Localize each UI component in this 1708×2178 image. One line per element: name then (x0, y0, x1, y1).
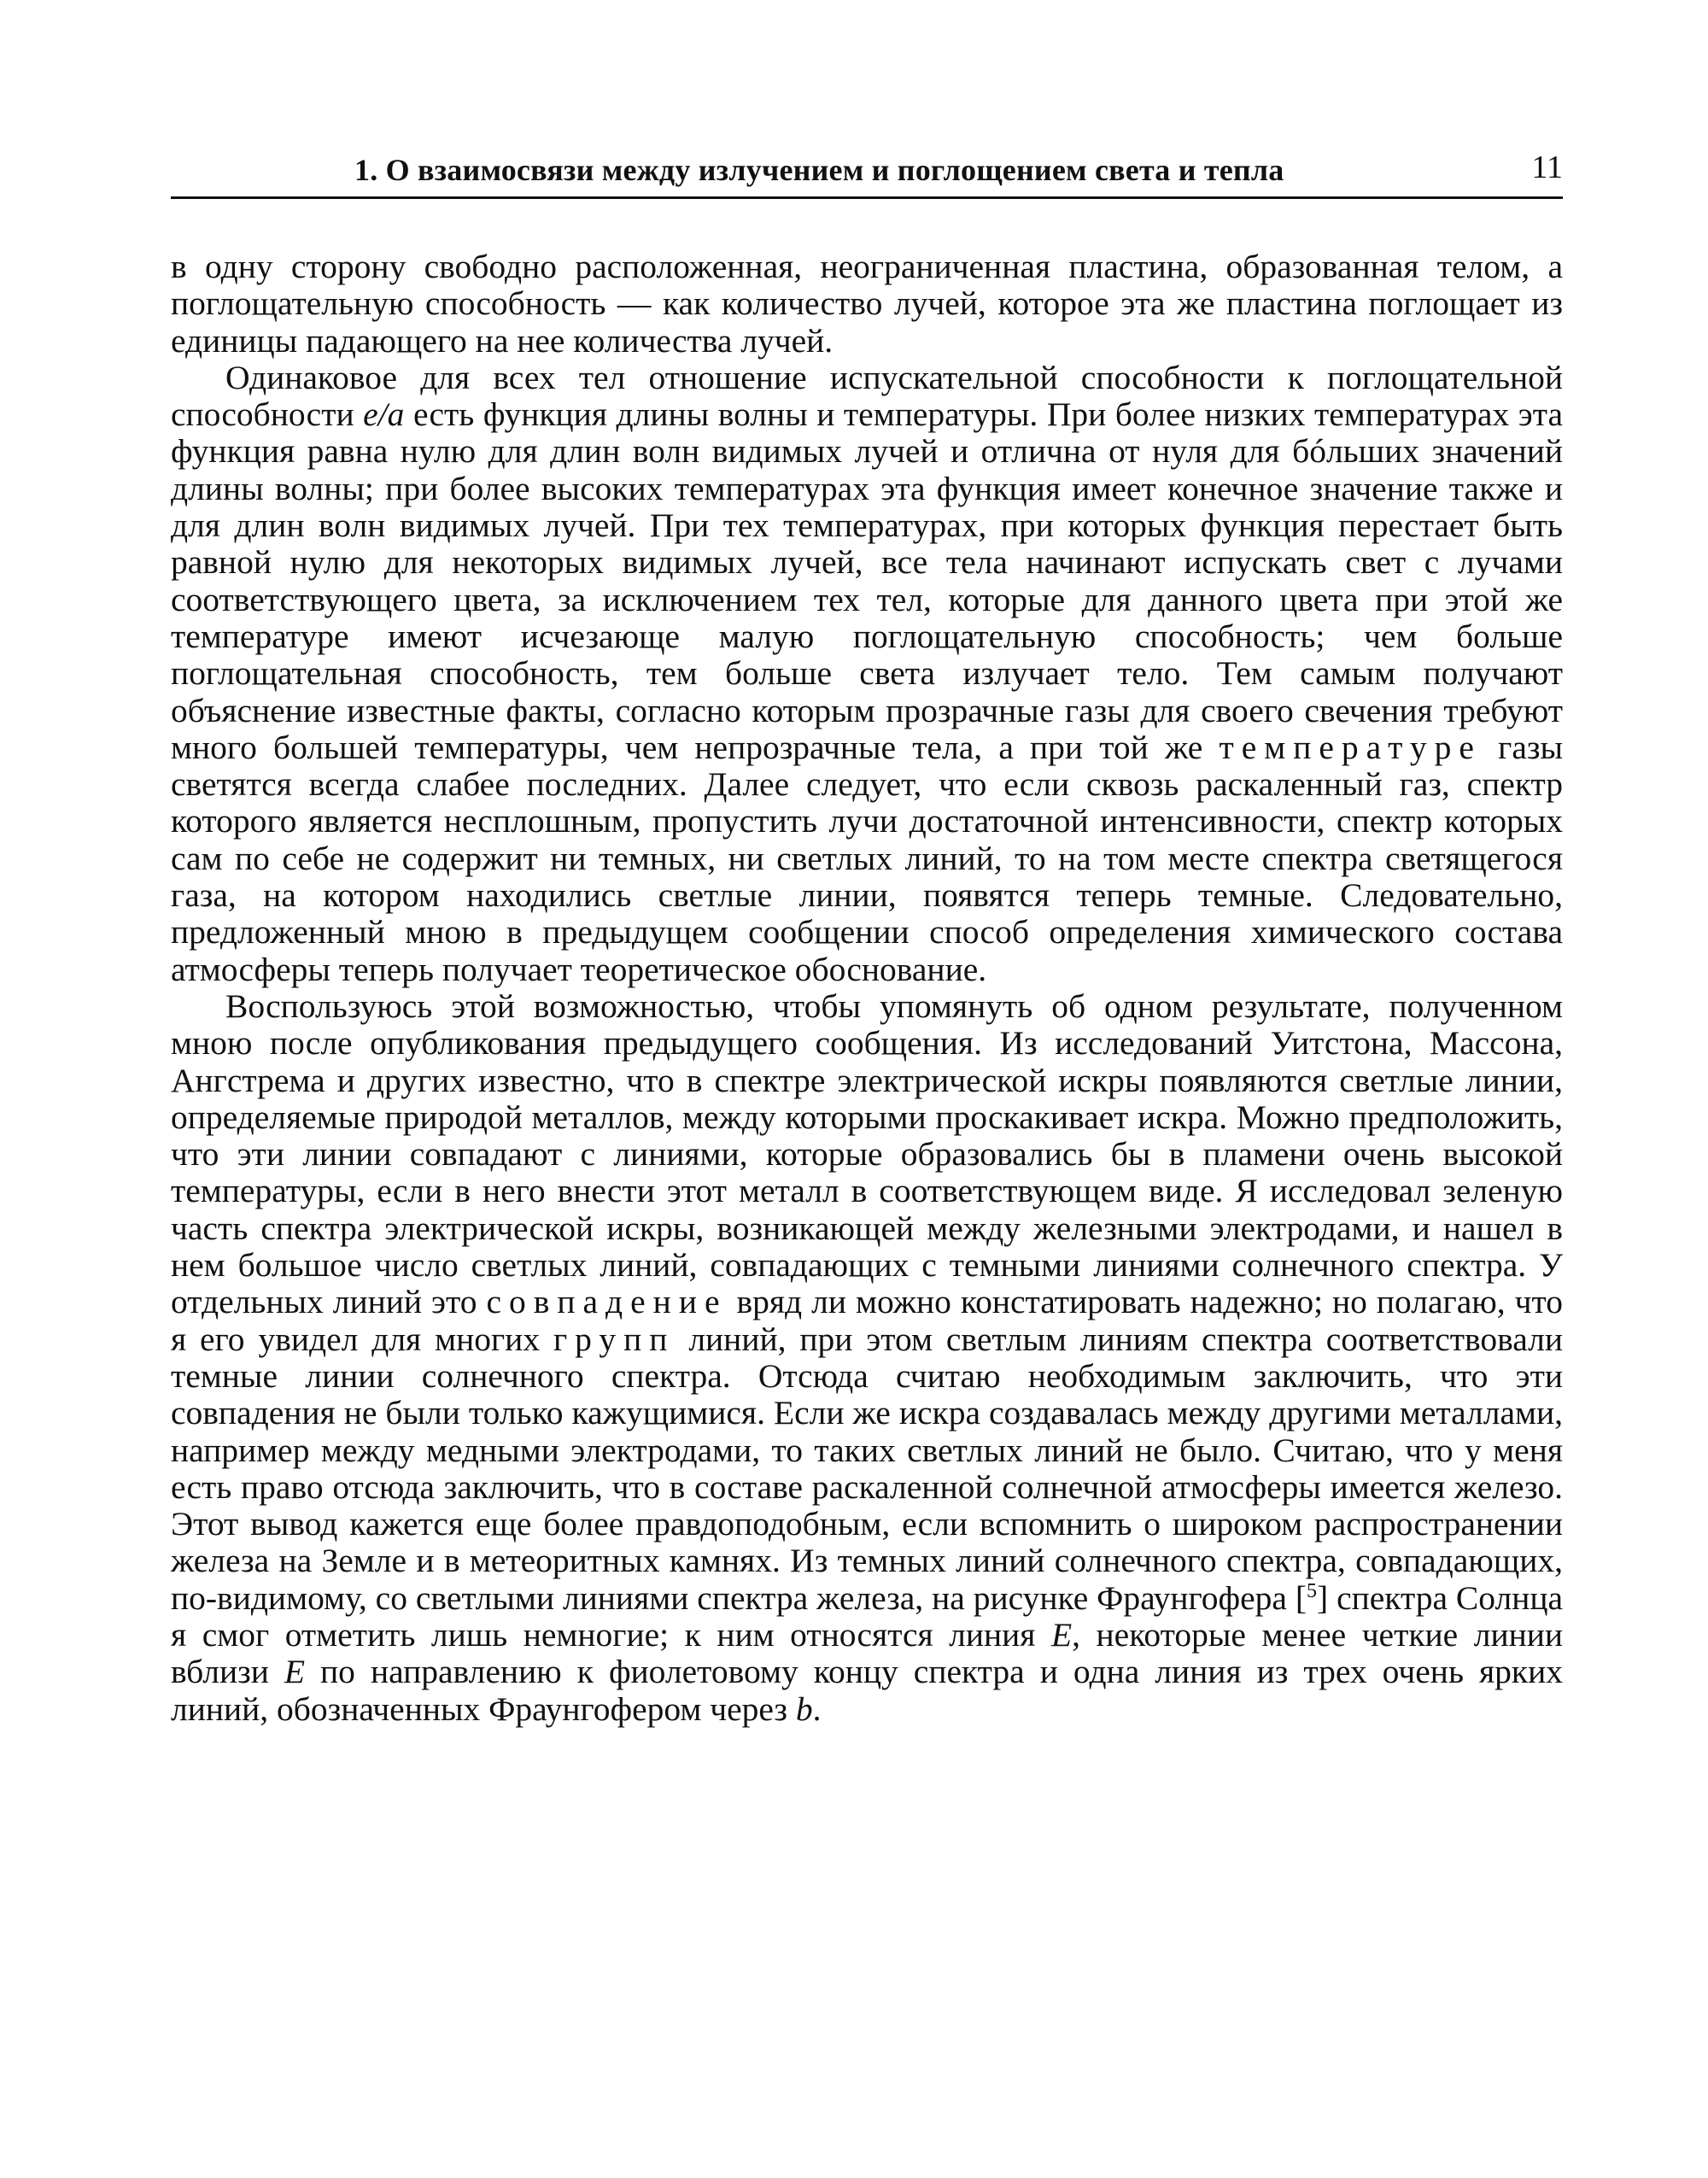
spaced-emphasis: групп (553, 1320, 676, 1358)
paragraph-2 (171, 360, 1563, 988)
paragraph-3 (171, 988, 1563, 1728)
text-run: ] спектра Солнца я смог отметить лишь немногие; к ним относятся линия (171, 1578, 1564, 1654)
line-label: E (1050, 1615, 1073, 1654)
spaced-emphasis: совпадение (486, 1283, 728, 1321)
line-label: E (284, 1653, 306, 1691)
line-label: b (795, 1689, 813, 1728)
spaced-emphasis: температуре (1219, 728, 1482, 766)
paragraph-1 (171, 249, 1563, 360)
text-run: , некоторые менее четкие линии вблизи (171, 1615, 1563, 1691)
header-title: 1. О взаимосвязи между излучением и поглощением света и тепла (354, 153, 1284, 187)
text-run: линий, при этом светлым линиям спектра соответствовали темные линии солнечного спектра. Отсюда считаю необходимым заключить, что эти совпадения не были только кажущимися. Если же искра создавалась между другими металлами, например между медными электродами, то таких светлых линий не было. Считаю, что у меня есть право отсюда заключить, что в составе раскаленной солнечной атмосферы имеется железо. Этот вывод кажется еще более правдоподобным, если вспомнить о широком распространении железа на Земле и в метеоритных камнях. Из темных линий солнечного спектра, совпадающих, по-видимому, со светлыми линиями спектра железа, на рисунке Фраунгофера [ (171, 1320, 1563, 1617)
text-run: . (812, 1689, 822, 1728)
text-run: есть функция длины волны и температуры. При более низких температурах эта функция равна нулю для длин волн видимых лучей и отлична от нуля для бóльших значений длины волны; при более высоких температурах эта функция имеет конечное значение также и для длин волн видимых лучей. При тех температурах, при которых функция перестает быть равной нулю для некоторых видимых лучей, все тела начинают испускать свет с лучами соответствующего цвета, за исключением тех тел, которые для данного цвета при этой же температуре имеют исчезающе малую поглощательную способность; чем больше поглощательная способность, тем больше света излучает тело. Тем самым получают объяснение известные факты, согласно которым прозрачные газы для своего свечения требуют много большей температуры, чем непрозрачные тела, а при той же (171, 395, 1563, 766)
body-text (171, 249, 1563, 1728)
running-header (171, 145, 1563, 199)
text-run: Воспользуюсь этой возможностью, чтобы упомянуть об одном результате, полученном мною после опубликования предыдущего сообщения. Из исследований Уитстона, Массона, Ангстрема и других известно, что в спектре электрической искры появляются светлые линии, определяемые природой металлов, между которыми проскакивает искра. Можно предположить, что эти линии совпадают с линиями, которые образовались бы в пламени очень высокой температуры, если в него внести этот металл в соответствующем виде. Я исследовал зеленую часть спектра электрической искры, возникающей между железными электродами, и нашел в нем большое число светлых линий, совпадающих с темными линиями солнечного спектра. У отдельных линий это (171, 987, 1563, 1321)
paragraph-1-text: в одну сторону свободно расположенная, неограниченная пластина, образованная телом, а поглощательную способность — как количество лучей, которое эта же пластина поглощает из единицы падающего на нее количества лучей. (171, 248, 1563, 360)
text-run: Одинаковое для всех тел отношение испускательной способности к поглощательной способности (171, 358, 1563, 434)
text-run: вряд ли можно констатировать надежно; но полагаю, что я его увидел для многих (171, 1283, 1563, 1358)
text-run: по направлению к фиолетовому концу спектра и одна линия из трех очень ярких линий, обозначенных Фраунгофером через (171, 1653, 1563, 1728)
ratio-formula: e/a (363, 395, 405, 434)
page-number: 11 (1531, 149, 1563, 185)
reference-number: 5 (1307, 1579, 1317, 1602)
page (171, 145, 1563, 1728)
text-run: газы светятся всегда слабее последних. Далее следует, что если сквозь раскаленный газ, спектр которого является несплошным, пропустить лучи достаточной интенсивности, спектр которых сам по себе не содержит ни темных, ни светлых линий, то на том месте спектра светящегося газа, на котором находились светлые линии, появятся теперь темные. Следовательно, предложенный мною в предыдущем сообщении способ определения химического состава атмосферы теперь получает теоретическое обоснование. (171, 728, 1563, 988)
